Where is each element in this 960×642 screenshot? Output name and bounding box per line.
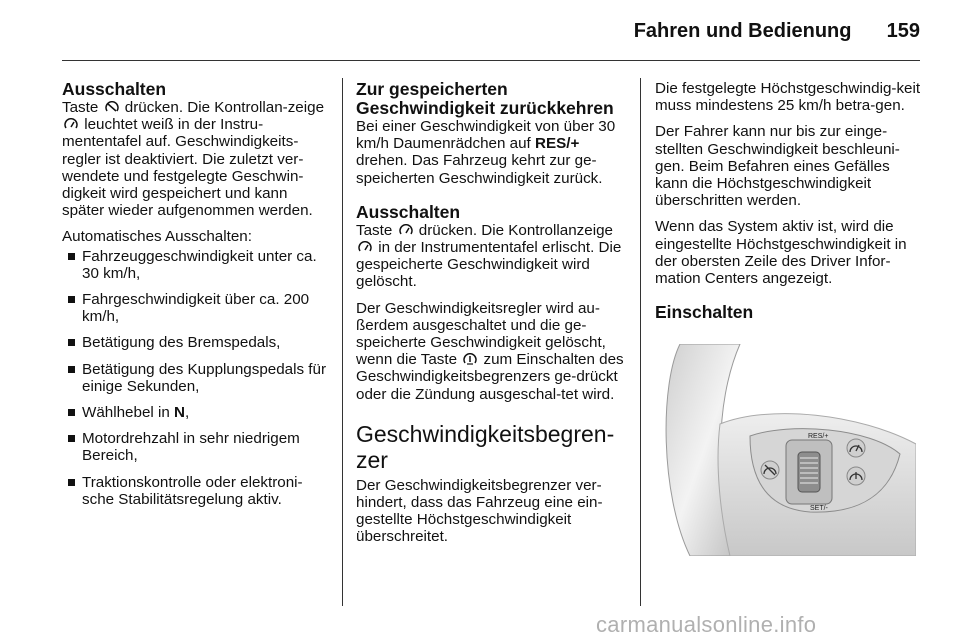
paragraph-dic: Wenn das System aktiv ist, wird die eingestellte Höchstgeschwindigkeit in der obersten Zeile des Driver Infor-mation Centers angezeigt.	[655, 218, 907, 288]
cruise-control-icon	[399, 224, 413, 236]
steering-wheel-illustration	[660, 344, 916, 556]
list-item: Traktionskontrolle oder elektroni-sche Stabilitätsregelung aktiv.	[62, 474, 330, 508]
list-item: Motordrehzahl in sehr niedrigem Bereich,	[62, 430, 330, 464]
heading-einschalten: Einschalten	[655, 302, 754, 323]
heading-ausschalten-2: Ausschalten	[356, 201, 461, 222]
paragraph-off-intro: Taste drücken. Die Kontrollan-zeige leuchtet weiß in der Instru-mententafel auf. Geschwindigkeits-regler ist deaktiviert. Die zuletzt ver-wendete und festgelegte Geschwin-digkeit wird gespeichert und kann später wieder aufgenommen werden.	[62, 99, 325, 220]
cruise-control-icon	[64, 118, 78, 130]
list-item: Fahrgeschwindigkeit über ca. 200 km/h,	[62, 291, 330, 325]
column-1	[62, 80, 330, 517]
speed-limiter-icon	[463, 353, 477, 365]
column-3	[655, 80, 925, 322]
speed-limiter-button-icon	[847, 467, 865, 485]
paragraph-limiter: Der Geschwindigkeitsbegrenzer ver-hindert, dass das Fahrzeug eine ein-gestellte Höchstgeschwindigkeit überschreitet.	[356, 476, 603, 546]
paragraph-resume: Bei einer Geschwindigkeit von über 30 km/h Daumenrädchen auf RES/+ drehen. Das Fahrzeug kehrt zur ge-speicherten Geschwindigkeit zurück.	[356, 118, 616, 187]
cruise-cancel-icon	[105, 101, 119, 113]
heading-ausschalten: Ausschalten	[62, 79, 167, 99]
auto-off-label: Automatisches Ausschalten:	[62, 228, 252, 246]
cruise-control-icon	[358, 241, 372, 253]
column-divider-2	[640, 78, 641, 606]
list-item: Betätigung des Kupplungspedals für einige Sekunden,	[62, 361, 330, 395]
column-2	[356, 80, 626, 555]
cruise-cancel-button-icon	[761, 461, 779, 479]
column-divider-1	[342, 78, 343, 606]
section-title: Fahren und Bedienung	[633, 20, 852, 42]
header-title	[634, 20, 920, 43]
paragraph-acceleration: Der Fahrer kann nur bis zur einge-stellten Geschwindigkeit beschleuni-gen. Beim Befahren eines Gefälles kann die Höchstgeschwindigkeit überschritten werden.	[655, 123, 900, 210]
set-label: SET/-	[810, 505, 828, 512]
heading-resume: Zur gespeicherten Geschwindigkeit zurückkehren	[356, 79, 614, 118]
paragraph-off: Taste drücken. Die Kontrollanzeige in der Instrumententafel erlischt. Die gespeicherte Geschwindigkeit wird gelöscht.	[356, 221, 622, 291]
watermark: carmanualsonline.info	[596, 612, 817, 637]
list-item: Betätigung des Bremspedals,	[62, 334, 330, 351]
cruise-on-button-icon	[847, 439, 865, 457]
res-label: RES/+	[808, 433, 829, 440]
list-item: Fahrzeuggeschwindigkeit unter ca. 30 km/h,	[62, 248, 330, 282]
auto-off-list	[62, 248, 330, 508]
list-item-gear: Wählhebel in N,	[62, 404, 330, 421]
paragraph-off-extra: Der Geschwindigkeitsregler wird au-ßerdem ausgeschaltet und die ge-speicherte Geschwindigkeit gelöscht, wenn die Taste zum Einschalten des Geschwindigkeitsbegrenzers ge-drückt oder die Zündung ausgeschal-tet wird.	[356, 299, 624, 403]
page-number: 159	[886, 20, 920, 42]
page-header	[62, 16, 920, 61]
heading-speed-limiter: Geschwindigkeitsbegren-zer	[356, 420, 615, 473]
paragraph-min-speed: Die festgelegte Höchstgeschwindig-keit muss mindestens 25 km/h betra-gen.	[655, 80, 921, 115]
